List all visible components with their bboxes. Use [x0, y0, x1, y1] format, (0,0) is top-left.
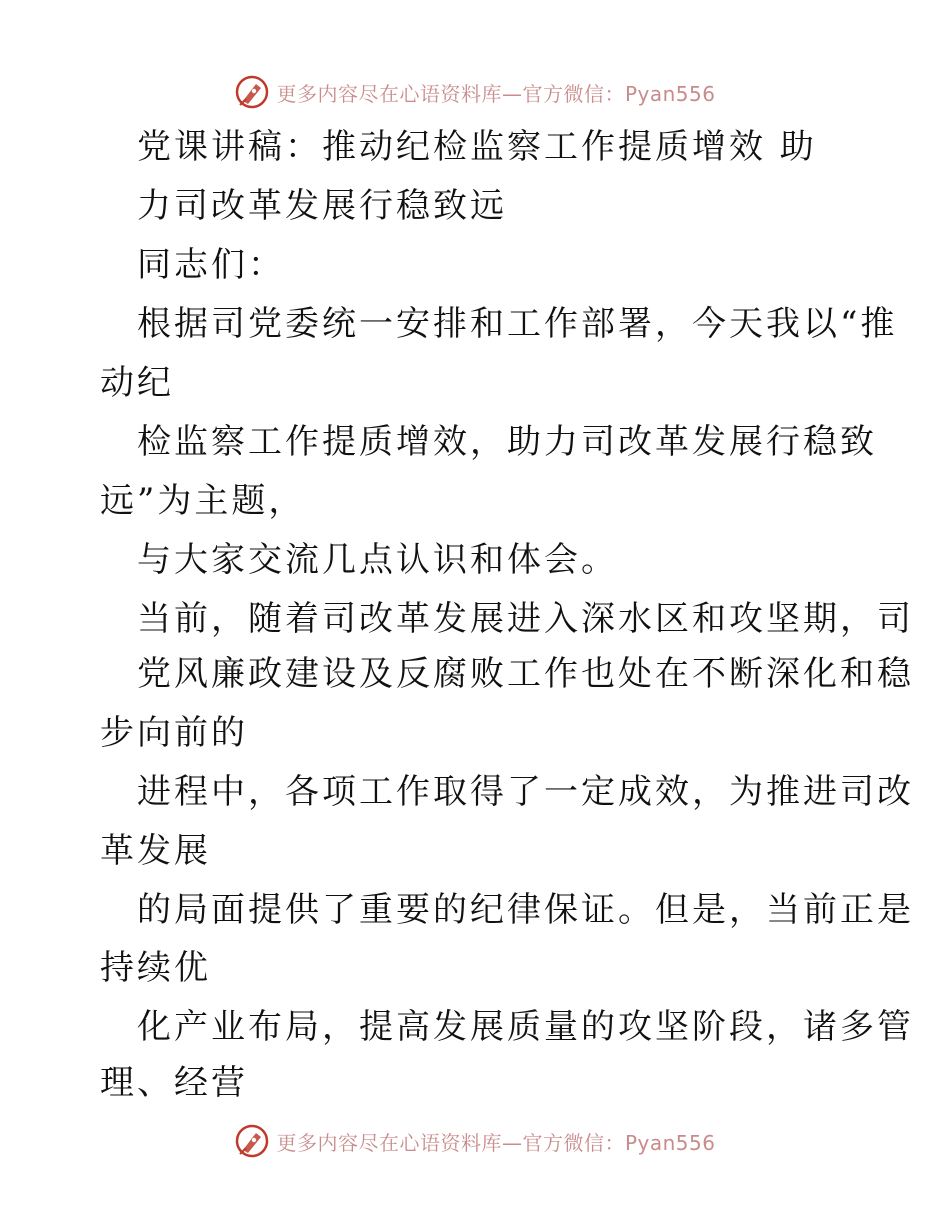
- text-line: 远”为主题，: [100, 481, 306, 521]
- title-line-2: 力司改革发展行稳致远: [137, 186, 507, 226]
- text-line: 检监察工作提质增效，助力司改革发展行稳致: [137, 422, 877, 462]
- watermark-text: 更多内容尽在心语资料库—官方微信：Pyan556: [276, 1130, 716, 1155]
- salutation: 同志们：: [137, 245, 285, 285]
- text-line: 动纪: [100, 363, 174, 403]
- text-line: 当前，随着司改革发展进入深水区和攻坚期，司: [137, 599, 914, 639]
- title-line-1: 党课讲稿：推动纪检监察工作提质增效 助: [137, 127, 817, 167]
- text-line: 根据司党委统一安排和工作部署，今天我以“推: [137, 304, 898, 344]
- text-line: 的局面提供了重要的纪律保证。但是，当前正是: [137, 890, 914, 930]
- text-line: 革发展: [100, 831, 211, 871]
- text-line: 步向前的: [100, 713, 248, 753]
- text-line: 进程中，各项工作取得了一定成效，为推进司改: [137, 772, 914, 812]
- text-line: 化产业布局，提高发展质量的攻坚阶段，诸多管: [137, 1007, 914, 1047]
- watermark-text: 更多内容尽在心语资料库—官方微信：Pyan556: [276, 81, 716, 106]
- text-line: 理、经营: [100, 1063, 248, 1103]
- text-line: 与大家交流几点认识和体会。: [137, 540, 618, 580]
- text-line: 党风廉政建设及反腐败工作也处在不断深化和稳: [137, 654, 914, 694]
- watermark-footer: [0, 1121, 950, 1161]
- pen-nib-circle-icon: [234, 1123, 270, 1159]
- text-line: 持续优: [100, 948, 211, 988]
